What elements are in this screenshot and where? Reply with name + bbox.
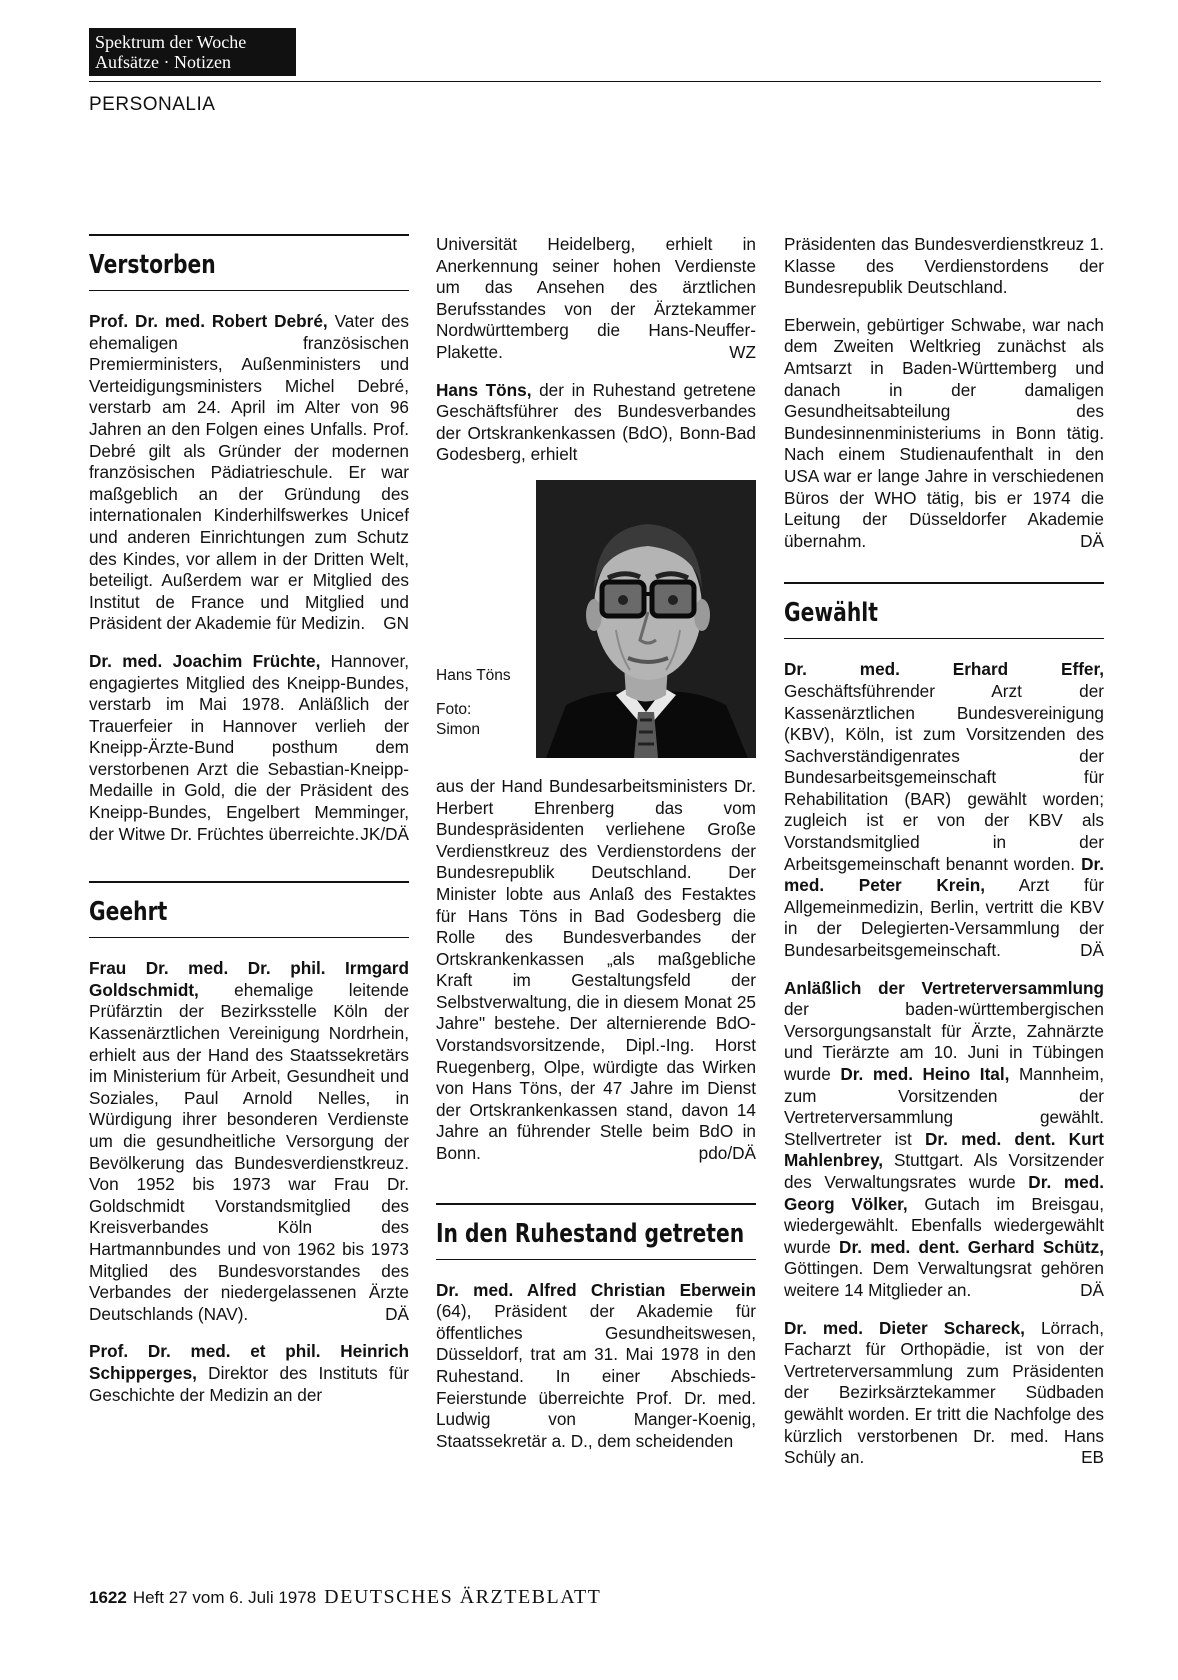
section-rule-bottom: [89, 290, 409, 291]
page-footer: [89, 1586, 601, 1609]
article-text: aus der Hand Bundesarbeitsministers Dr. Herbert Ehrenberg das vom Bundespräsidenten verliehene Große Verdienstkreuz des Verdienstordens der Bundesrepublik Deutschland. Der Minister lobte aus Anlaß des Festaktes für Hans Töns in Bad Godesberg die Rolle des Bundesverbandes der Ortskrankenkassen „als maßgebliche Kraft im Gestaltungsfeld der Selbstverwaltung, die in diesem Monat 25 Jahre" bestehe. Der alternierende BdO-Vorstandsvorsitzende, Dipl.-Ing. Horst Ruegenberg, Olpe, würdigte das Wirken von Hans Töns, der 47 Jahre im Dienst der Ortskrankenkassen stand, davon 14 Jahre an führender Stelle beim BdO in Bonn.: [436, 775, 756, 1164]
section-title-ruhestand: In den Ruhestand getreten: [436, 1218, 745, 1249]
article-text: Göttingen. Dem Verwaltungsrat gehören weitere 14 Mitglieder an.: [784, 1258, 1104, 1300]
person-name: Dr. med. Erhard Effer,: [784, 659, 1104, 680]
article-text: Präsidenten das Bundesverdienstkreuz 1. Klasse des Verdienstordens der Bundesrepublik Deutschland.: [784, 234, 1104, 298]
person-name: Dr. med. Peter Krein,: [784, 853, 1104, 896]
person-name: Dr. med. Joachim Früchte,: [89, 650, 321, 671]
article-goldschmidt: [89, 958, 409, 1325]
author-signature: DÄ: [385, 1303, 409, 1324]
article-text: Vater des ehemaligen französischen Premierministers, Außenministers und Verteidigungsministers Michel Debré, verstarb am 24. April im Alter von 96 Jahren an den Folgen eines Unfalls. Prof. Debré gilt als Gründer der modernen französischen Pädiatrieschule. Er war maßgeblich an der Gründung des internationalen Kinderhilfswerkes Unicef und anderen Einrichtungen zum Schutz des Kindes, vor allem in der Dritten Welt, beteiligt. Außerdem war er Mitglied des Institut de France und Mitglied und Präsident der Akademie für Medizin.: [89, 311, 409, 634]
article-text: Geschäftsführender Arzt der Kassenärztlichen Bundesvereinigung (KBV), Köln, ist zum Vorsitzenden des Sachverständigenrates der Bundesarbeitsgemeinschaft für Rehabilitation (BAR) gewählt worden; zugleich ist er von der KBV als Vorstandsmitglied in der Arbeitsgemeinschaft benannt worden.: [784, 680, 1104, 874]
article-schipperges-cont: [436, 234, 756, 364]
article-eberwein-cont: [784, 234, 1104, 299]
photo-block: [436, 480, 756, 762]
person-name: Dr. med. dent. Kurt Mahlenbrey,: [784, 1128, 1104, 1171]
article-text: Hannover, engagiertes Mitglied des Kneipp-Bundes, verstarb im Mai 1978. Anläßlich der Trauerfeier in Hannover verlieh der Kneipp-Ärzte-Bund posthum dem verstorbenen Arzt die Sebastian-Kneipp-Medaille in Gold, die der Präsident des Kneipp-Bundes, Engelbert Memminger, der Witwe Dr. Früchtes überreichte.: [89, 650, 409, 844]
article-text: Arzt für Allgemeinmedizin, Berlin, vertritt die KBV in der Delegierten-Versammlung der Bundesarbeitsgemeinschaft.: [784, 875, 1104, 961]
article-eberwein-bio: [784, 315, 1104, 553]
section-header-box: [89, 28, 296, 76]
issue-info: Heft 27 vom 6. Juli 1978: [132, 1588, 317, 1607]
article-fruechte: [89, 651, 409, 845]
article-text: ehemalige leitende Prüfärztin der Bezirksstelle Köln der Kassenärztlichen Vereinigung Nordrhein, erhielt aus der Hand des Staatssekretärs im Ministerium für Arbeit, Gesundheit und Soziales, Paul Arnold Nelles, in Würdigung ihrer besonderen Verdienste um die gesundheitliche Versorgung der Bevölkerung das Bundesverdienstkreuz. Von 1952 bis 1973 war Frau Dr. Goldschmidt Vorstandsmitglied des Kreisverbandes Köln des Hartmannbundes und von 1962 bis 1973 Mitglied des Bundesvorstandes des Verbandes der niedergelassenen Ärzte Deutschlands (NAV).: [89, 979, 409, 1324]
article-text: (64), Präsident der Akademie für öffentliches Gesundheitswesen, Düsseldorf, trat am 31. Mai 1978 in den Ruhestand. In einer Abschieds-Feierstunde überreichte Prof. Dr. med. Ludwig von Manger-Koenig, Staatssekretär a. D., dem scheidenden: [436, 1301, 756, 1451]
section-geehrt: [89, 881, 409, 938]
article-eberwein: [436, 1280, 756, 1453]
author-signature: EB: [1081, 1447, 1104, 1468]
column-2: [436, 234, 756, 1452]
author-signature: JK/DÄ: [360, 823, 409, 844]
person-name: Hans Töns,: [436, 379, 532, 400]
person-name: Prof. Dr. med. et phil. Heinrich Schipperges,: [89, 1341, 409, 1383]
section-rule-bottom: [784, 638, 1104, 639]
column-1: [89, 234, 409, 1406]
column-3: [784, 234, 1104, 1469]
section-label: PERSONALIA: [89, 94, 216, 115]
article-debre: [89, 311, 409, 635]
article-schareck: [784, 1318, 1104, 1469]
section-title-verstorben: Verstorben: [89, 250, 216, 280]
header-line-2: Aufsätze · Notizen: [95, 52, 231, 72]
author-signature: WZ: [729, 341, 756, 362]
article-schipperges: [89, 1341, 409, 1406]
article-toens-cont: [436, 776, 756, 1165]
person-name: Dr. med. Georg Völker,: [784, 1171, 1104, 1214]
section-rule-top: [436, 1203, 756, 1205]
person-name: Dr. med. dent. Gerhard Schütz,: [839, 1236, 1104, 1257]
article-text: der in Ruhestand getretene Geschäftsführer des Bundesverbandes der Ortskrankenkassen (BdO), Bonn-Bad Godesberg, erhielt: [436, 379, 756, 465]
header-line-1: Spektrum der Woche: [95, 32, 247, 52]
section-ruhestand: [436, 1203, 756, 1260]
photo-caption-name: Hans Töns: [436, 666, 511, 684]
section-rule-top: [89, 234, 409, 236]
page-number: 1622: [89, 1588, 127, 1607]
photo-caption-foto: Foto:: [436, 700, 472, 718]
section-verstorben: [89, 234, 409, 291]
person-name: Dr. med. Heino Ital,: [840, 1064, 1010, 1084]
article-text: Stuttgart. Als Vorsitzender des Verwaltungsrates wurde: [784, 1150, 1104, 1192]
top-rule: [89, 81, 1101, 82]
person-name: Prof. Dr. med. Robert Debré,: [89, 311, 328, 331]
article-effer: [784, 659, 1104, 961]
article-text: Mannheim, zum Vorsitzenden der Vertreterversammlung gewählt. Stellvertreter ist: [784, 1064, 1104, 1149]
article-toens: [436, 380, 756, 466]
article-text: Direktor des Instituts für Geschichte der Medizin an der: [89, 1362, 409, 1405]
section-gewaehlt: [784, 582, 1104, 639]
lead-text: Anläßlich der Vertreterversammlung: [784, 977, 1104, 998]
article-text: Gutach im Breisgau, wiedergewählt. Ebenfalls wiedergewählt wurde: [784, 1193, 1104, 1257]
article-text: der baden-württembergischen Versorgungsanstalt für Ärzte, Zahnärzte und Tierärzte am 10. Juni in Tübingen wurde: [784, 999, 1104, 1084]
article-text: Universität Heidelberg, erhielt in Anerkennung seiner hohen Verdienste um das Ansehen des ärztlichen Berufsstandes von der Ärztekammer Nordwürttemberg die Hans-Neuffer-Plakette.: [436, 234, 756, 362]
author-signature: GN: [383, 613, 409, 634]
article-text: Eberwein, gebürtiger Schwabe, war nach dem Zweiten Weltkrieg zunächst als Amtsarzt in Baden-Württemberg und danach in der damaligen Gesundheitsabteilung des Bundesinnenministeriums in Bonn tätig. Nach einem Studienaufenthalt in den USA war er lange Jahre in verschiedenen Büros der WHO tätig, bis er 1974 die Leitung der Düsseldorfer Akademie übernahm.: [784, 314, 1104, 551]
section-rule-top: [784, 582, 1104, 584]
section-title-geehrt: Geehrt: [89, 897, 168, 928]
author-signature: DÄ: [1080, 1279, 1104, 1300]
author-signature: pdo/DÄ: [698, 1143, 756, 1164]
section-rule-bottom: [89, 937, 409, 938]
photo-caption-credit: Simon: [436, 720, 480, 738]
section-rule-bottom: [436, 1259, 756, 1260]
portrait-photo: [536, 480, 756, 758]
author-signature: DÄ: [1080, 940, 1104, 961]
section-title-gewaehlt: Gewählt: [784, 598, 878, 629]
author-signature: DÄ: [1080, 530, 1104, 551]
section-rule-top: [89, 881, 409, 883]
person-name: Frau Dr. med. Dr. phil. Irmgard Goldschmidt,: [89, 958, 409, 1000]
article-vertreterversammlung: [784, 978, 1104, 1302]
person-name: Dr. med. Dieter Schareck,: [784, 1317, 1025, 1338]
person-name: Dr. med. Alfred Christian Eberwein: [436, 1279, 756, 1300]
magazine-name: DEUTSCHES ÄRZTEBLATT: [324, 1586, 602, 1608]
article-text: Lörrach, Facharzt für Orthopädie, ist von der Vertreterversammlung zum Präsidenten der Bezirksärztekammer Südbaden gewählt worden. Er tritt die Nachfolge des kürzlich verstorbenen Dr. med. Hans Schüly an.: [784, 1317, 1104, 1468]
